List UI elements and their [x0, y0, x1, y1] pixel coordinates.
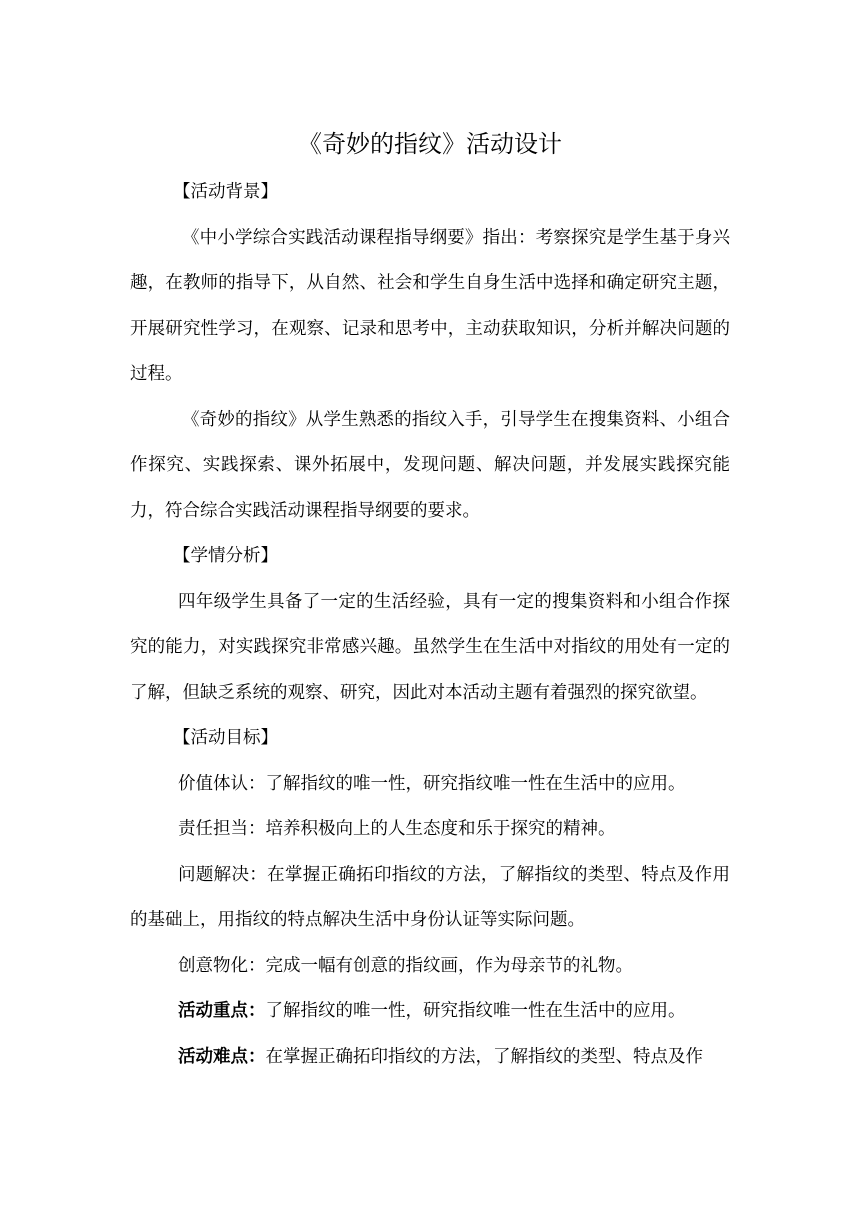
goal-item-value: 价值体认：了解指纹的唯一性，研究指纹唯一性在生活中的应用。: [178, 773, 686, 794]
difficulty-text: 在掌握正确拓印指纹的方法，了解指纹的类型、特点及作: [265, 1046, 703, 1067]
difficulty-label: 活动难点：: [178, 1046, 266, 1067]
background-paragraph-2: 《奇妙的指纹》从学生熟悉的指纹入手，引导学生在搜集资料、小组合作探究、实践探索、课外拓展中，发现问题、解决问题，并发展实践探究能力，符合综合实践活动课程指导纲要的要求。: [130, 409, 730, 521]
key-point-line: [130, 989, 730, 1035]
goal-item-problem-solving: 问题解决：在掌握正确拓印指纹的方法，了解指纹的类型、特点及作用的基础上，用指纹的特点解决生活中身份认证等实际问题。: [130, 864, 730, 930]
section-heading-background: 【活动背景】: [173, 182, 278, 202]
background-paragraph-1: 《中小学综合实践活动课程指导纲要》指出：考察探究是学生基于身兴趣，在教师的指导下，从自然、社会和学生自身生活中选择和确定研究主题，开展研究性学习，在观察、记录和思考中，主动获取知识，分析并解决问题的过程。: [130, 227, 730, 384]
document-body: [130, 170, 730, 1080]
analysis-paragraph-1: 四年级学生具备了一定的生活经验，具有一定的搜集资料和小组合作探究的能力，对实践探究非常感兴趣。虽然学生在生活中对指纹的用处有一定的了解，但缺乏系统的观察、研究，因此对本活动主题有着强烈的探究欲望。: [130, 591, 730, 703]
goal-item-responsibility: 责任担当：培养积极向上的人生态度和乐于探究的精神。: [178, 819, 616, 839]
goal-item-creativity: 创意物化：完成一幅有创意的指纹画，作为母亲节的礼物。: [178, 955, 633, 976]
key-point-text: 了解指纹的唯一性，研究指纹唯一性在生活中的应用。: [265, 1001, 686, 1021]
document-title: 《奇妙的指纹》活动设计: [298, 130, 562, 158]
section-heading-goals: 【活动目标】: [173, 728, 278, 748]
difficulty-line: [130, 1035, 730, 1081]
key-point-label: 活动重点：: [178, 1001, 266, 1021]
section-heading-analysis: 【学情分析】: [173, 546, 278, 566]
